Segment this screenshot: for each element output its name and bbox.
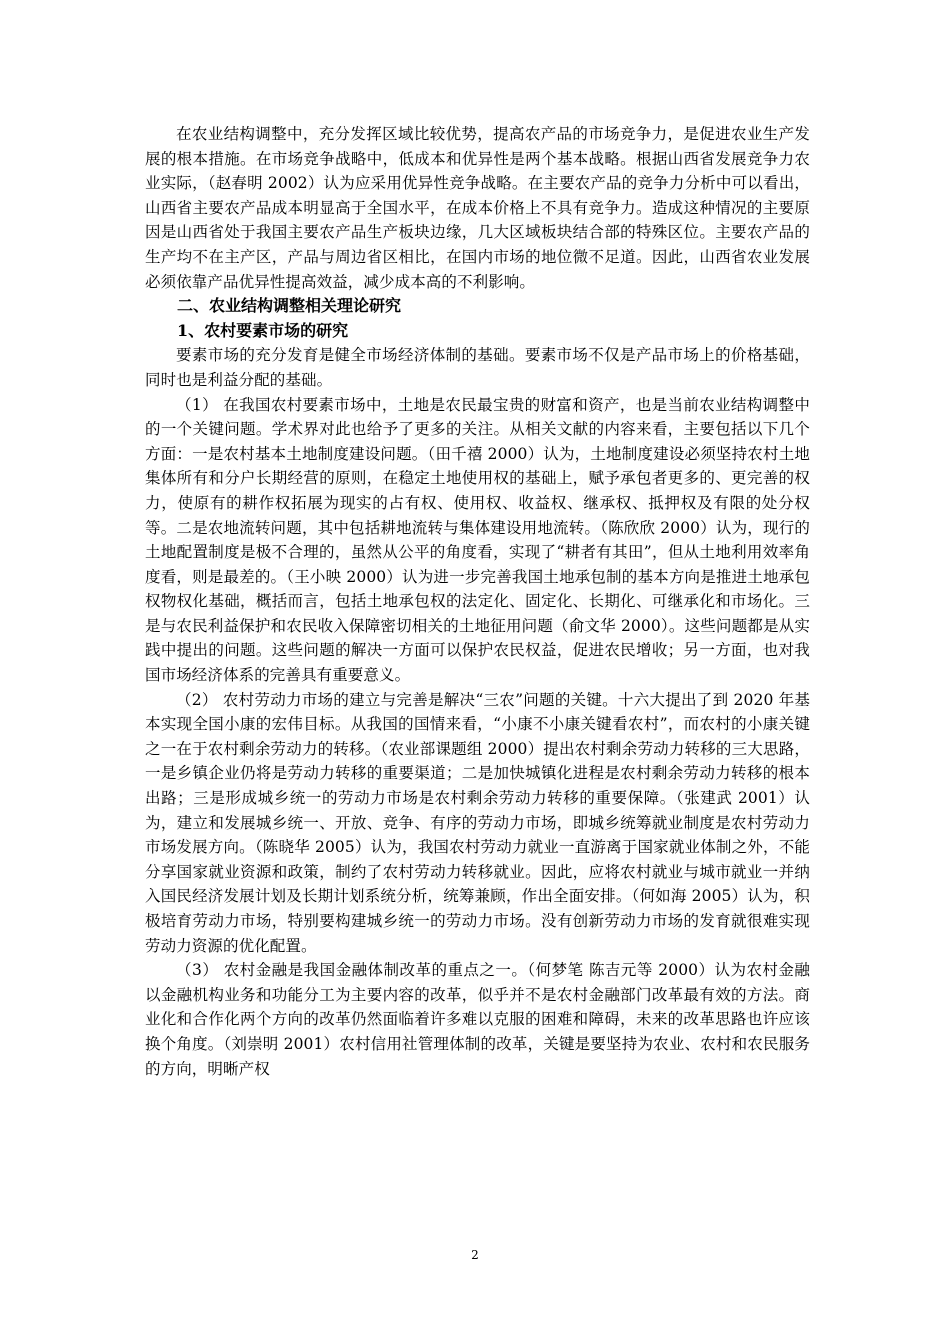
paragraph-labor-market: （2） 农村劳动力市场的建立与完善是解决“三农”问题的关键。十六大提出了到 2020 年基本实现全国小康的宏伟目标。从我国的国情来看，“小康不小康关键看农村”，而农村的小康关键之一在于农村剩余劳动力的转移。（农业部课题组 2000）提出农村剩余劳动力转移的三大思路，一是乡镇企业仍将是劳动力转移的重要渠道；二是加快城镇化进程是农村剩余劳动力转移的根本出路；三是形成城乡统一的劳动力市场是农村剩余劳动力转移的重要保障。（张建武 2001）认为，建立和发展城乡统一、开放、竞争、有序的劳动力市场，即城乡统筹就业制度是农村劳动力市场发展方向。（陈晓华 2005）认为，我国农村劳动力就业一直游离于国家就业体制之外，不能分享国家就业资源和政策，制约了农村劳动力转移就业。因此，应将农村就业与城市就业一并纳入国民经济发展计划及长期计划系统分析，统筹兼顾，作出全面安排。（何如海 2005）认为，积极培育劳动力市场，特别要构建城乡统一的劳动力市场。没有创新劳动力市场的发育就很难实现劳动力资源的优化配置。: [145, 690, 810, 955]
paragraph-factor-market: 要素市场的充分发育是健全市场经济体制的基础。要素市场不仅是产品市场上的价格基础，同时也是利益分配的基础。: [145, 346, 810, 389]
page-number: 2: [471, 1248, 479, 1262]
paragraph-land-market: （1） 在我国农村要素市场中，土地是农民最宝贵的财富和资产，也是当前农业结构调整中的一个关键问题。学术界对此也给予了更多的关注。从相关文献的内容来看，主要包括以下几个方面：一是农村基本土地制度建设问题。（田千禧 2000）认为，土地制度建设必须坚持农村土地集体所有和分户长期经营的原则，在稳定土地使用权的基础上，赋予承包者更多的、更完善的权力，使原有的耕作权拓展为现实的占有权、使用权、收益权、继承权、抵押权及有限的处分权等。二是农地流转问题，其中包括耕地流转与集体建设用地流转。（陈欣欣 2000）认为，现行的土地配置制度是极不合理的，虽然从公平的角度看，实现了“耕者有其田”，但从土地利用效率角度看，则是最差的。（王小映 2000）认为进一步完善我国土地承包制的基本方向是推进土地承包权物权化基础，概括而言，包括土地承包权的法定化、固定化、长期化、可继承化和市场化。三是与农民利益保护和农民收入保障密切相关的土地征用问题（俞文华 2000）。这些问题都是从实践中提出的问题。这些问题的解决一方面可以保护农民权益，促进农民增收；另一方面，也对我国市场经济体系的完善具有重要意义。: [145, 395, 810, 685]
paragraph-regional-advantage: 在农业结构调整中，充分发挥区域比较优势，提高农产品的市场竞争力，是促进农业生产发展的根本措施。在市场竞争战略中，低成本和优异性是两个基本战略。根据山西省发展竞争力农业实际，（赵春明 2002）认为应采用优异性竞争战略。在主要农产品的竞争力分析中可以看出，山西省主要农产品成本明显高于全国水平，在成本价格上不具有竞争力。造成这种情况的主要原因是山西省处于我国主要农产品生产板块边缘，几大区域板块结合部的特殊区位。主要农产品的生产均不在主产区，产品与周边省区相比，在国内市场的地位微不足道。因此，山西省农业发展必须依靠产品优异性提高效益，减少成本高的不利影响。: [145, 125, 810, 291]
subsection-heading: 1、农村要素市场的研究: [177, 320, 349, 340]
section-heading: 二、农业结构调整相关理论研究: [177, 296, 402, 316]
paragraph-rural-finance: （3） 农村金融是我国金融体制改革的重点之一。（何梦笔 陈吉元等 2000）认为农村金融以金融机构业务和功能分工为主要内容的改革，似乎并不是农村金融部门改革最有效的方法。商业化和合作化两个方向的改革仍然面临着许多难以克服的困难和障碍，未来的改革思路也许应该换个角度。（刘崇明 2001）农村信用社管理体制的改革，关键是要坚持为农业、农村和农民服务的方向，明晰产权: [145, 961, 810, 1078]
document-body: [145, 122, 810, 1081]
